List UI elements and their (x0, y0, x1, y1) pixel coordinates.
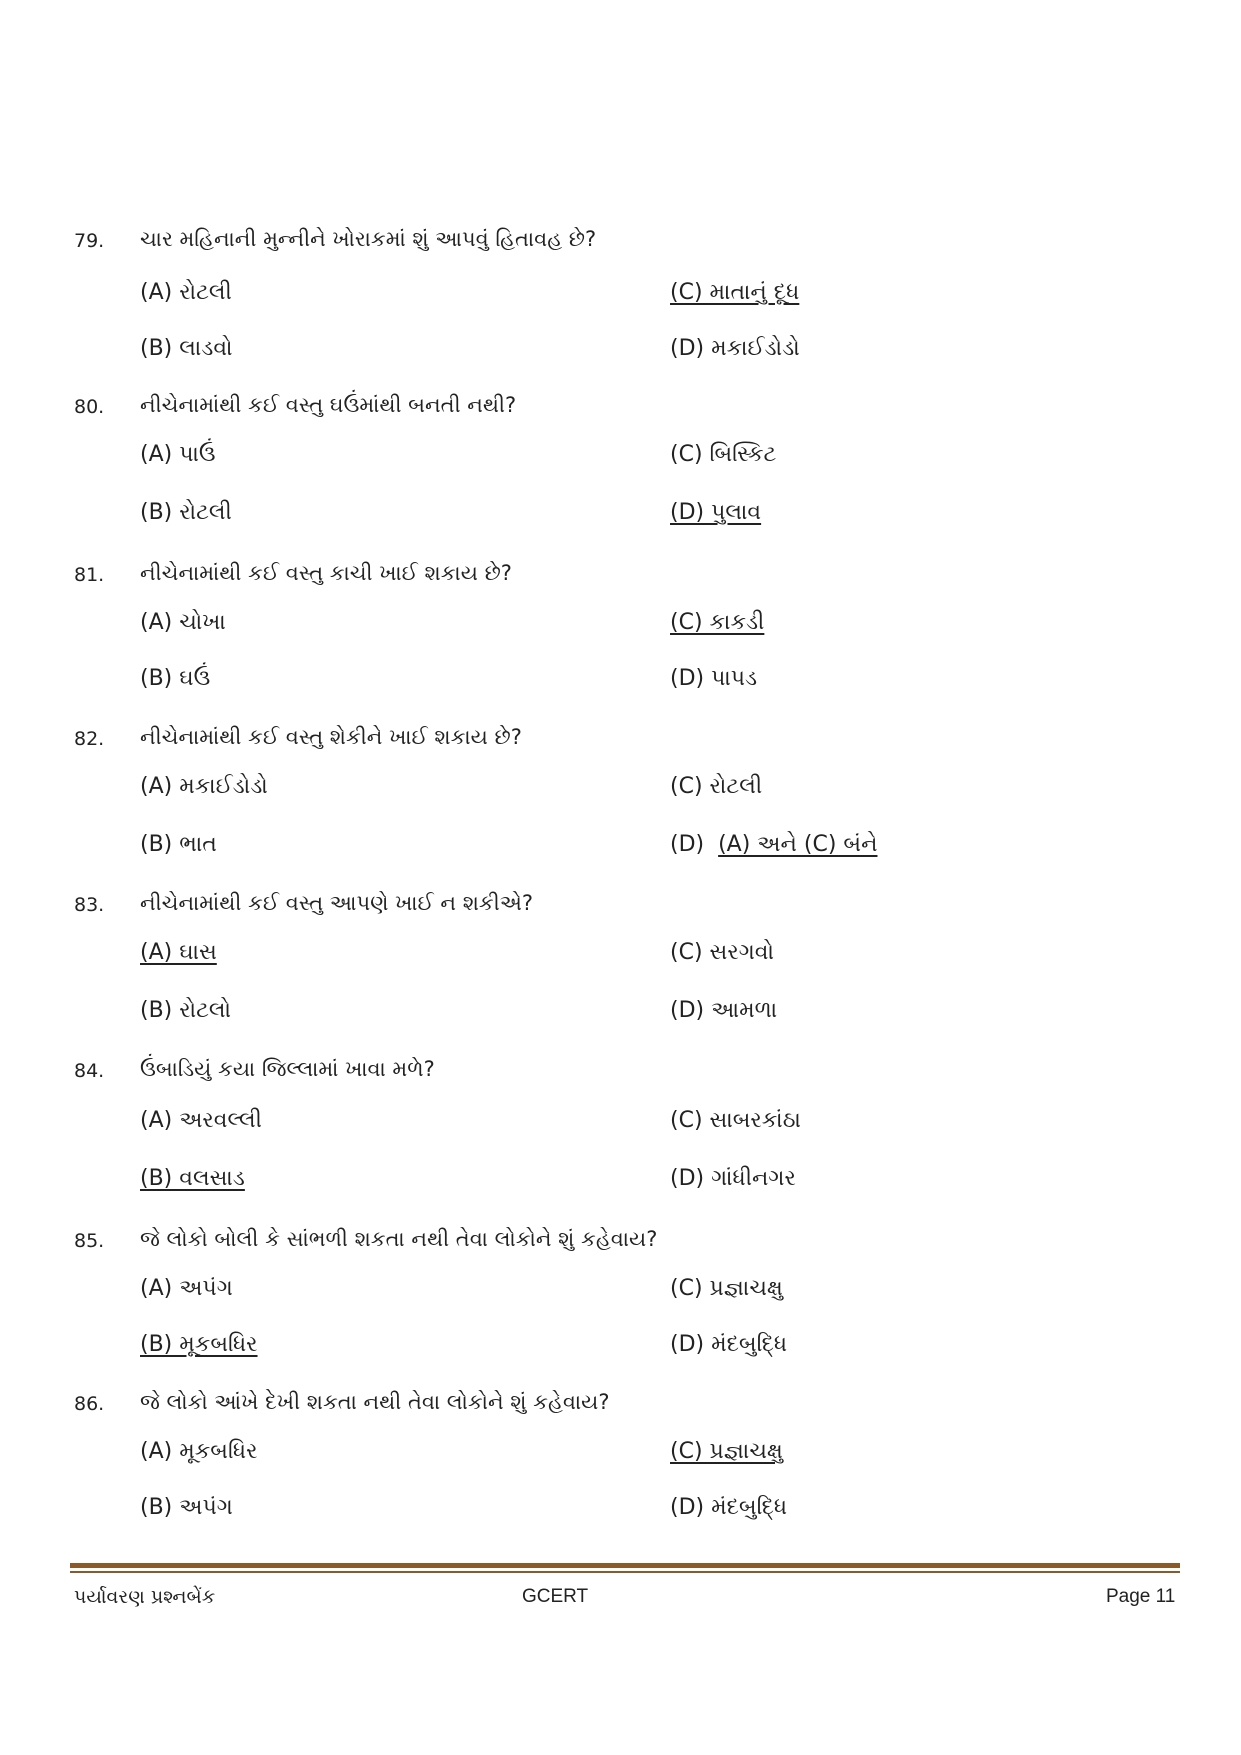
option-d-label: (D) (670, 832, 719, 857)
option-c: (C) રોટલી (670, 774, 763, 799)
question-number: 83. (74, 894, 105, 916)
option-b: (B) ઘઉં (140, 666, 211, 691)
option-a-answer: (A) ઘાસ (140, 940, 217, 965)
option-b: (B) લાડવો (140, 336, 233, 361)
question-text: ઉંબાડિયું કયા જિલ્લામાં ખાવા મળે? (140, 1057, 435, 1081)
option-a: (A) અપંગ (140, 1276, 233, 1301)
question-number: 82. (74, 728, 105, 750)
question-text: જે લોકો બોલી કે સાંભળી શકતા નથી તેવા લોકોને શું કહેવાય? (140, 1227, 658, 1251)
question-text: જે લોકો આંખે દેખી શકતા નથી તેવા લોકોને શું કહેવાય? (140, 1390, 610, 1414)
question-text: નીચેનામાંથી કઈ વસ્તુ શેકીને ખાઈ શકાય છે? (140, 725, 522, 749)
option-a: (A) ચોખા (140, 610, 226, 635)
option-d: (D) મકાઈડોડો (670, 336, 800, 361)
footer-divider-thin (70, 1571, 1180, 1573)
footer-publisher: GCERT (522, 1586, 589, 1607)
option-c: (C) સાબરકાંઠા (670, 1108, 801, 1133)
option-c: (C) બિસ્કિટ (670, 442, 777, 467)
footer-book-title: પર્યાવરણ પ્રશ્નબેંક (74, 1586, 216, 1608)
option-c: (C) સરગવો (670, 940, 774, 965)
footer-page-number: Page 11 (1106, 1586, 1176, 1607)
option-c: (C) પ્રજ્ઞાચક્ષુ (670, 1276, 783, 1301)
option-d-answer: (D) પુલાવ (670, 500, 762, 525)
option-d: (D) આમળા (670, 998, 778, 1023)
option-b: (B) અપંગ (140, 1495, 233, 1520)
question-number: 84. (74, 1060, 105, 1082)
option-b-answer: (B) મૂકબધિર (140, 1332, 258, 1357)
option-c-answer: (C) પ્રજ્ઞાચક્ષુ (670, 1439, 783, 1464)
question-number: 80. (74, 396, 105, 418)
option-d (670, 832, 877, 857)
option-b: (B) રોટલો (140, 998, 232, 1023)
question-text: ચાર મહિનાની મુન્નીને ખોરાકમાં શું આપવું હિતાવહ છે? (140, 227, 597, 251)
option-c-answer: (C) કાકડી (670, 610, 765, 635)
option-b: (B) રોટલી (140, 500, 232, 525)
option-a: (A) મૂકબધિર (140, 1439, 258, 1464)
option-a: (A) પાઉં (140, 442, 216, 467)
option-b-answer: (B) વલસાડ (140, 1166, 245, 1191)
option-a: (A) અરવલ્લી (140, 1108, 262, 1133)
question-text: નીચેનામાંથી કઈ વસ્તુ ઘઉંમાંથી બનતી નથી? (140, 393, 517, 417)
option-c-answer: (C) માતાનું દૂધ (670, 280, 800, 305)
option-a: (A) રોટલી (140, 280, 232, 305)
footer-divider (70, 1563, 1180, 1568)
question-number: 79. (74, 230, 105, 252)
option-a: (A) મકાઈડોડો (140, 774, 268, 799)
option-d: (D) પાપડ (670, 666, 758, 691)
option-d-answer: (A) અને (C) બંને (718, 832, 878, 857)
option-d: (D) મંદબુદ્ધિ (670, 1495, 788, 1520)
option-d: (D) મંદબુદ્ધિ (670, 1332, 788, 1357)
question-text: નીચેનામાંથી કઈ વસ્તુ કાચી ખાઈ શકાય છે? (140, 561, 512, 585)
option-b: (B) ભાત (140, 832, 217, 857)
question-number: 86. (74, 1393, 105, 1415)
option-d: (D) ગાંધીનગર (670, 1166, 796, 1191)
question-number: 85. (74, 1230, 105, 1252)
question-text: નીચેનામાંથી કઈ વસ્તુ આપણે ખાઈ ન શકીએ? (140, 891, 534, 915)
question-number: 81. (74, 564, 105, 586)
